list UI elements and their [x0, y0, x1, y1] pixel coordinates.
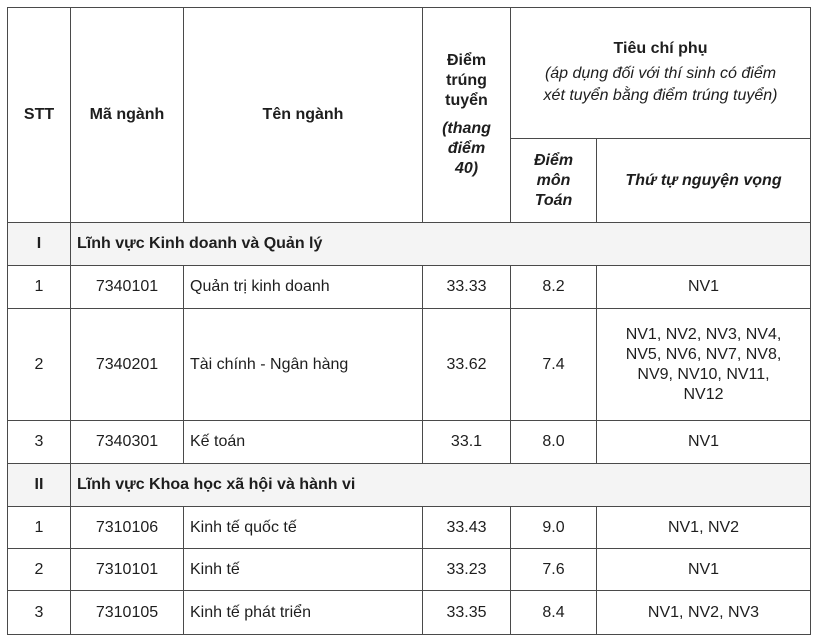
section-code: II — [8, 464, 71, 507]
header-thu-tu-nguyen-vong: Thứ tự nguyện vọng — [597, 139, 811, 223]
cell-diem: 33.23 — [423, 549, 511, 591]
cell-diem-toan: 9.0 — [511, 507, 597, 549]
cell-diem: 33.1 — [423, 421, 511, 464]
header-diem-trung-tuyen — [423, 8, 511, 223]
table-row — [8, 549, 811, 591]
cell-nguyen-vong — [597, 266, 811, 309]
admission-score-table — [7, 7, 811, 635]
cell-diem: 33.35 — [423, 591, 511, 635]
table-row — [8, 309, 811, 421]
cell-nguyen-vong — [597, 507, 811, 549]
cell-ten-nganh: Kế toán — [184, 421, 423, 464]
header-tieu-chi-title: Tiêu chí phụ — [613, 40, 708, 57]
cell-stt: 1 — [8, 266, 71, 309]
header-tieu-chi-phu — [511, 8, 811, 139]
cell-diem-toan: 7.6 — [511, 549, 597, 591]
nv-line: NV12 — [683, 385, 724, 403]
cell-ma-nganh: 7310106 — [71, 507, 184, 549]
nv-line: NV9, NV10, NV11, — [637, 365, 770, 383]
cell-ma-nganh: 7310105 — [71, 591, 184, 635]
table-row — [8, 421, 811, 464]
header-tieu-chi-sub-line: xét tuyển bằng điểm trúng tuyển) — [543, 87, 778, 104]
cell-ma-nganh: 7310101 — [71, 549, 184, 591]
table-row — [8, 591, 811, 635]
cell-ten-nganh: Tài chính - Ngân hàng — [184, 309, 423, 421]
nv-line: NV1 — [687, 560, 720, 578]
cell-ma-nganh: 7340301 — [71, 421, 184, 464]
cell-ten-nganh: Kinh tế phát triển — [184, 591, 423, 635]
nv-line: NV1, NV2, NV3 — [647, 603, 760, 621]
section-title: Lĩnh vực Khoa học xã hội và hành vi — [71, 464, 811, 507]
cell-stt: 2 — [8, 309, 71, 421]
nv-line: NV1, NV2, NV3, NV4, — [625, 325, 782, 343]
cell-ma-nganh: 7340101 — [71, 266, 184, 309]
section-title: Lĩnh vực Kinh doanh và Quản lý — [71, 223, 811, 266]
table-row — [8, 507, 811, 549]
cell-stt: 1 — [8, 507, 71, 549]
cell-diem: 33.43 — [423, 507, 511, 549]
nv-line: NV1, NV2 — [667, 518, 740, 536]
nv-line: NV1 — [687, 278, 720, 295]
cell-diem-toan: 8.2 — [511, 266, 597, 309]
header-diem-toan-line: Toán — [534, 191, 573, 209]
nv-line: NV5, NV6, NV7, NV8, — [625, 345, 782, 363]
section-row — [8, 464, 811, 507]
header-stt: STT — [8, 8, 71, 223]
cell-ma-nganh: 7340201 — [71, 309, 184, 421]
cell-ten-nganh: Kinh tế — [184, 549, 423, 591]
cell-diem: 33.33 — [423, 266, 511, 309]
cell-diem-toan: 8.4 — [511, 591, 597, 635]
cell-nguyen-vong — [597, 591, 811, 635]
header-diem-line: trúng — [446, 72, 487, 89]
header-diem-line: tuyển — [445, 92, 488, 109]
cell-diem: 33.62 — [423, 309, 511, 421]
header-row — [8, 8, 811, 139]
header-diem-toan-line: Điểm — [533, 151, 574, 169]
table-row — [8, 266, 811, 309]
section-code: I — [8, 223, 71, 266]
cell-stt: 3 — [8, 591, 71, 635]
header-diem-line: Điểm — [446, 52, 487, 69]
header-thang-line: điểm — [447, 140, 486, 157]
header-ma-nganh: Mã ngành — [71, 8, 184, 223]
cell-stt: 2 — [8, 549, 71, 591]
cell-nguyen-vong — [597, 309, 811, 421]
cell-stt: 3 — [8, 421, 71, 464]
cell-diem-toan: 8.0 — [511, 421, 597, 464]
header-diem-mon-toan — [511, 139, 597, 223]
cell-nguyen-vong — [597, 549, 811, 591]
cell-nguyen-vong — [597, 421, 811, 464]
header-tieu-chi-sub-line: (áp dụng đối với thí sinh có điểm — [544, 65, 777, 82]
cell-ten-nganh: Kinh tế quốc tế — [184, 507, 423, 549]
header-thang-line: (thang — [442, 120, 491, 137]
section-row — [8, 223, 811, 266]
header-thang-line: 40) — [454, 160, 479, 177]
header-ten-nganh: Tên ngành — [184, 8, 423, 223]
cell-diem-toan: 7.4 — [511, 309, 597, 421]
nv-line: NV1 — [687, 433, 720, 450]
header-diem-toan-line: môn — [536, 171, 571, 189]
cell-ten-nganh: Quản trị kinh doanh — [184, 266, 423, 309]
